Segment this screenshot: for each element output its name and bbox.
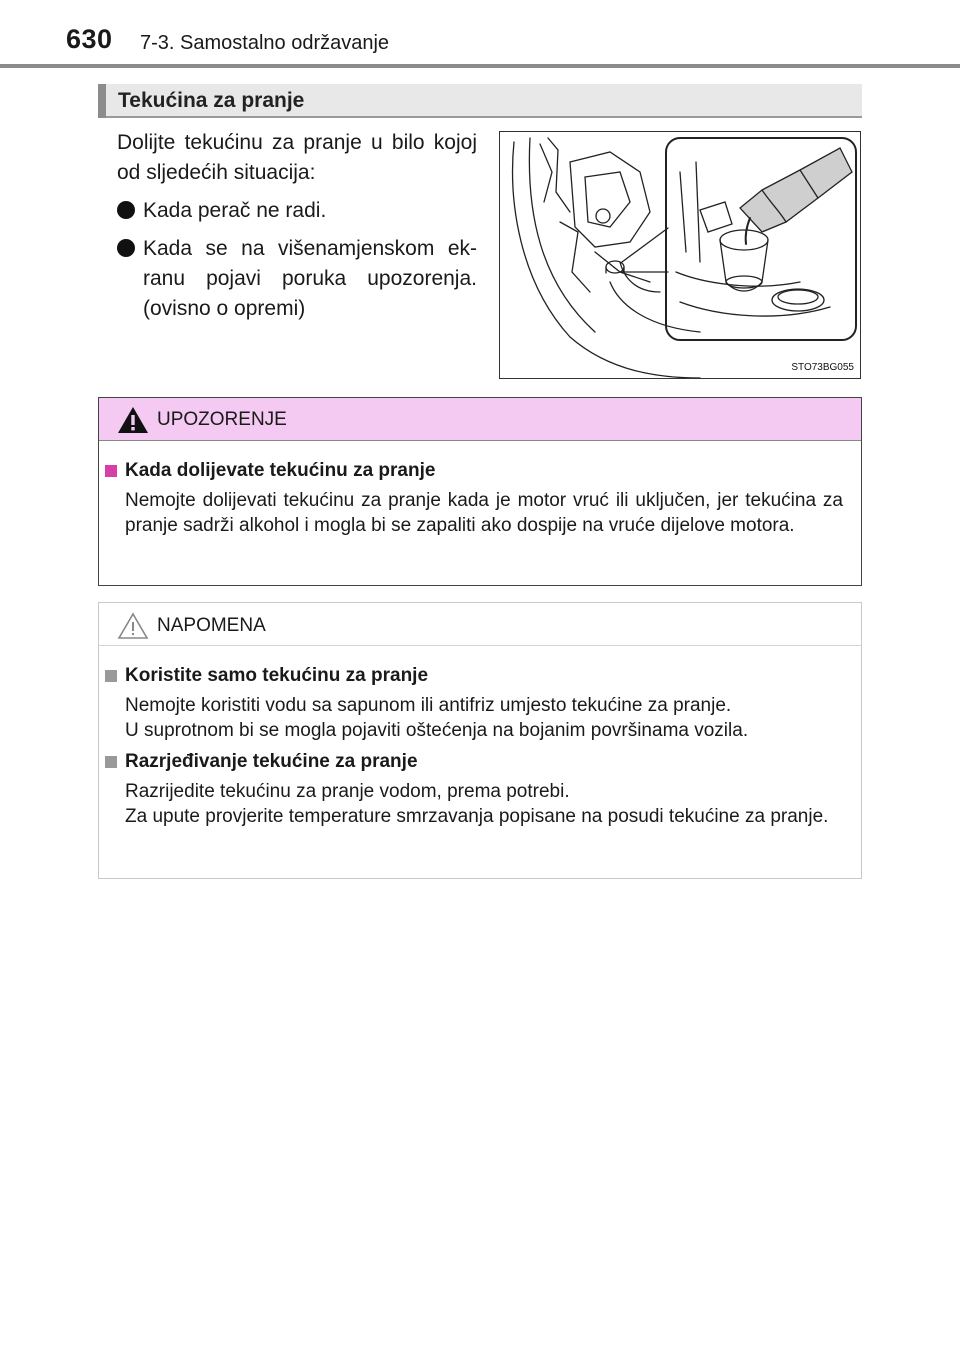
page-number: 630 [66, 24, 113, 54]
warning-header [99, 398, 861, 441]
list-item [117, 234, 477, 324]
notice-item [99, 665, 861, 743]
situation-list [117, 196, 477, 324]
list-item [117, 196, 477, 226]
square-bullet-icon [105, 465, 117, 477]
section-title: Tekućina za pranje [118, 89, 305, 112]
bullet-dot-icon [117, 201, 135, 219]
notice-item [99, 751, 861, 829]
warning-item-title-text: Kada dolijevate tekućinu za pranje [125, 460, 436, 481]
warning-box [98, 397, 862, 586]
caution-triangle-icon [116, 611, 150, 641]
notice-header [99, 603, 861, 646]
list-item-text: Kada perač ne radi. [143, 199, 327, 222]
square-bullet-icon [105, 756, 117, 768]
washer-fluid-illustration [499, 131, 861, 379]
notice-text-line: Razrijedite tekućinu za pranje vodom, prema potrebi. [125, 781, 570, 802]
notice-text-line: Nemojte koristiti vodu sa sapunom ili antifriz umjesto tekućine za pranje. [125, 695, 732, 716]
header-divider [0, 64, 960, 68]
warning-triangle-icon [116, 405, 150, 435]
section-title-bar [98, 84, 862, 118]
page-header [0, 0, 960, 70]
chapter-title: 7-3. Samostalno održavanje [140, 32, 390, 54]
warning-item [99, 460, 861, 538]
engine-bay-drawing [500, 132, 860, 378]
notice-text-line: Za upute provjerite temperature smrzavanja popisane na posudi tekućine za pranje. [125, 806, 829, 827]
notice-item-title [99, 751, 861, 773]
section-accent [98, 84, 106, 118]
notice-box [98, 602, 862, 879]
notice-item-text [125, 779, 843, 829]
warning-item-title [99, 460, 861, 482]
figure-code: STO73BG055 [791, 362, 854, 373]
notice-item-title [99, 665, 861, 687]
intro-paragraph: Dolijte tekućinu za pranje u bilo kojoj od sljedećih situacija: [117, 131, 477, 184]
warning-item-text: Nemojte dolijevati tekućinu za pranje kada je motor vruć ili uključen, jer tekućina za pranje sadrži alkohol i mogla bi se zapaliti ako dospije na vruće dijelove motora. [125, 490, 843, 536]
notice-item-title-text: Razrjeđivanje tekućine za pranje [125, 751, 418, 772]
notice-label: NAPOMENA [157, 615, 266, 636]
notice-item-title-text: Koristite samo tekućinu za pranje [125, 665, 429, 686]
square-bullet-icon [105, 670, 117, 682]
notice-text-line: U suprotnom bi se mogla pojaviti oštećenja na bojanim površinama vozila. [125, 720, 749, 741]
bullet-dot-icon [117, 239, 135, 257]
warning-label: UPOZORENJE [157, 409, 287, 430]
notice-item-text [125, 693, 843, 743]
intro-text [117, 128, 477, 324]
list-item-text: Kada se na višenamjenskom ek- ranu pojavi poruka upozorenja. (ovisno o opremi) [143, 237, 477, 320]
